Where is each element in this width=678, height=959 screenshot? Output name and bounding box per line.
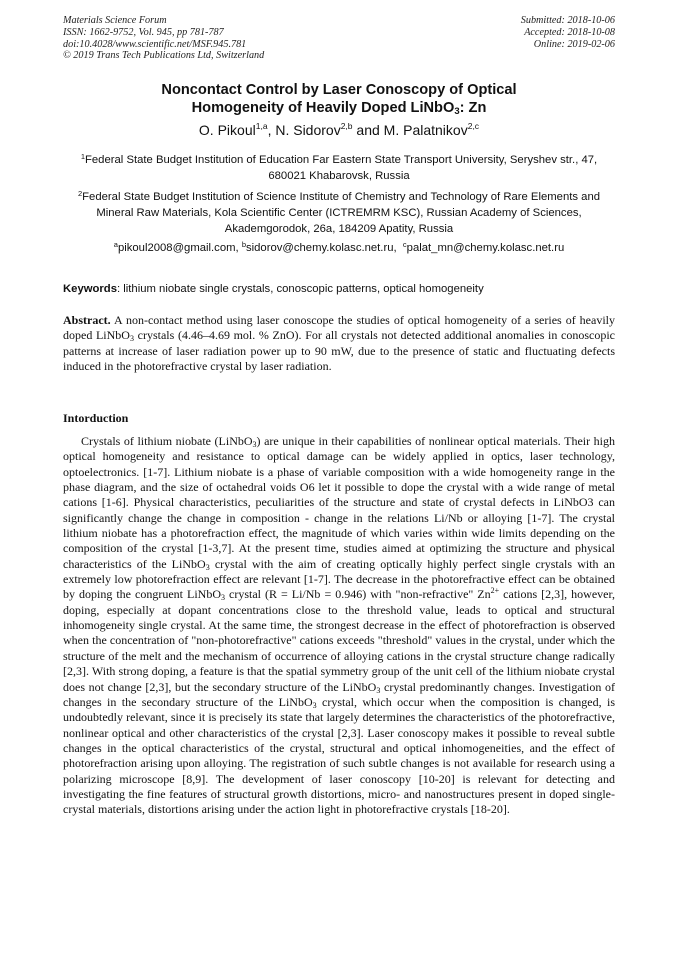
body-subscript: 3 — [252, 440, 257, 449]
publication-dates — [521, 15, 615, 50]
body-text: Crystals of lithium niobate (LiNbO — [81, 434, 253, 448]
online-date: Online: 2019-02-06 — [533, 38, 615, 50]
journal-doi: doi:10.4028/www.scientific.net/MSF.945.781 — [63, 38, 247, 50]
abstract — [63, 313, 615, 374]
email-separator: , — [393, 242, 403, 254]
email-list — [63, 241, 615, 257]
affiliation-mark: 2 — [77, 189, 83, 198]
email-address[interactable]: sidorov@chemy.kolasc.net.ru — [245, 242, 394, 254]
keywords-text: : lithium niobate single crystals, conoscopic patterns, optical homogeneity — [117, 283, 484, 295]
abstract-text: A non-contact method using laser conoscope the studies of optical homogeneity of a series of heavily doped LiNbO — [63, 313, 615, 343]
title-line-1: Noncontact Control by Laser Conoscopy of Optical — [161, 82, 517, 98]
body-text: crystal with the aim of creating optically highly perfect single crystals with an extremely low photorefraction effect are relevant [1-7]. The decrease in the photorefractive effect can be obtained by doping the congruent LiNbO — [63, 556, 615, 602]
body-superscript: 2+ — [490, 586, 500, 596]
author-name: N. Sidorov — [275, 122, 341, 138]
author-affiliation-mark: 1,a — [255, 121, 268, 131]
body-text: crystal (R = Li/Nb = 0.946) with "non-refractive" Zn — [225, 587, 491, 602]
affiliation-mark: 1 — [80, 152, 85, 161]
journal-issn: ISSN: 1662-9752, Vol. 945, pp 781-787 — [63, 26, 224, 38]
affiliation-text: Federal State Budget Institution of Education Far Eastern State Transport University, Seryshev str., 47, 680021 Khabarovsk, Russia — [85, 154, 598, 182]
accepted-date: Accepted: 2018-10-08 — [524, 26, 615, 38]
keywords — [63, 282, 615, 297]
journal-name: Materials Science Forum — [63, 15, 167, 26]
author-affiliation-mark: 2,b — [340, 121, 353, 131]
introduction-paragraph — [63, 434, 615, 818]
abstract-text: crystals (4.46–4.69 mol. % ZnO). For all crystals not detected additional anomalies in conoscopic patterns at increase of laser radiation power up to 90 mW, due to the presence of static and fluctuating defects induced in the photorefractive crystal by laser radiation. — [63, 328, 616, 373]
body-text: crystal predominantly changes. Investigation of changes in the secondary structure of the LiNbO — [63, 679, 615, 709]
body-text: ) are unique in their capabilities of nonlinear optical materials. Their high optical homogeneity and resistance to optical damage can be widely applied in optics, laser technology, optoelectronics. [1-7]. Lithium niobate is a phase of variable composition with a wide homogeneity range in the phase diagram, and the size of octahedral voids O6 let it possible to dope the crystal with a wide range of metal cations [1-6]. Physical characteristics, peculiarities of the structure and state of crystal defects in LiNbO3 can significantly change the change in composition - change in the relations Li/Nb or alloying [1-7]. The crystal lithium niobate has a photorefraction effect, the magnitude of which varies within wide limits depending on the composition of the crystal [1-3,7]. At the present time, studies aimed at optimizing the structure and physical characteristics of the LiNbO — [63, 434, 616, 571]
author-list — [63, 121, 615, 139]
keywords-label: Keywords — [63, 283, 117, 295]
body-text: cations [2,3], however, doping, especially at dopant concentrations close to the threshold value, leads to optical and structural inhomogeneity single crystal. At the same time, the strongest decrease in the effect of photorefraction is observed when the concentration of "non-photorefractive" cations exceeds "threshold" values in the crystal, under which the structure of the melt and the mechanism of occurrence of alloying cations in the crystal structure change radically [2,3]. With strong doping, a feature is that the spatial symmetry group of the unit cell of the lithium niobate crystal does not change [2,3], but the secondary structure of the LiNbO — [63, 587, 615, 694]
email-address[interactable]: pikoul2008@gmail.com — [117, 242, 236, 254]
author-name: O. Pikoul — [198, 122, 256, 138]
email-separator: , — [235, 242, 242, 254]
author-name: M. Palatnikov — [383, 122, 468, 138]
submitted-date: Submitted: 2018-10-06 — [520, 15, 615, 26]
email-address[interactable]: palat_mn@chemy.kolasc.net.ru — [406, 242, 565, 254]
author-affiliation-mark: 2,c — [467, 121, 480, 131]
paper-title — [63, 82, 615, 117]
journal-info — [63, 15, 264, 62]
email-mark: b — [241, 240, 246, 249]
body-text: crystal, which occur when the composition is changed, is undoubtedly relevant, since it is precisely its state that largely determines the characteristics of the photorefractive, nonlinear optical and other characteristics of the crystal [2,3]. Laser conoscopy makes it possible to reveal subtle changes in the optical characteristics of the crystal, structural and optical inhomogeneities, and the effect of photorefraction arising upon alloying. The registration of such subtle changes is not available for research using a polarizing microscope [8,9]. The development of laser conoscopy [10-20] is relevant for detecting and investigating the fine features of structural growth distortions, micro- and nanostructures present in doped single-crystal materials, distortions arising under the action light in photorefractive crystals [18-20]. — [63, 694, 615, 817]
affiliation-text: Federal State Budget Institution of Science Institute of Chemistry and Technology of Rare Elements and Mineral Raw Materials, Kola Scientific Center (ICTREMRM KSC), Russian Academy of Sciences, Akademgorodok, 26a, 184209 Apatity, Russia — [82, 191, 601, 235]
email-mark: a — [113, 240, 118, 249]
author-separator: and — [352, 122, 384, 138]
title-subscript: 3 — [454, 105, 460, 117]
affiliation-1 — [63, 153, 615, 185]
abstract-label: Abstract. — [63, 313, 111, 327]
title-line-2-end: : Zn — [459, 99, 487, 116]
body-subscript: 3 — [312, 700, 317, 710]
section-heading: Intorduction — [63, 411, 129, 425]
body-subscript: 3 — [205, 562, 210, 572]
title-line-2-start: Homogeneity of Heavily Doped LiNbO — [191, 99, 455, 116]
affiliation-2 — [63, 190, 615, 237]
body-subscript: 3 — [376, 685, 381, 695]
abstract-subscript: 3 — [129, 334, 134, 344]
body-subscript: 3 — [221, 593, 225, 603]
email-mark: c — [402, 240, 407, 249]
author-separator: , — [267, 122, 276, 138]
journal-copyright: © 2019 Trans Tech Publications Ltd, Switzerland — [63, 50, 265, 62]
